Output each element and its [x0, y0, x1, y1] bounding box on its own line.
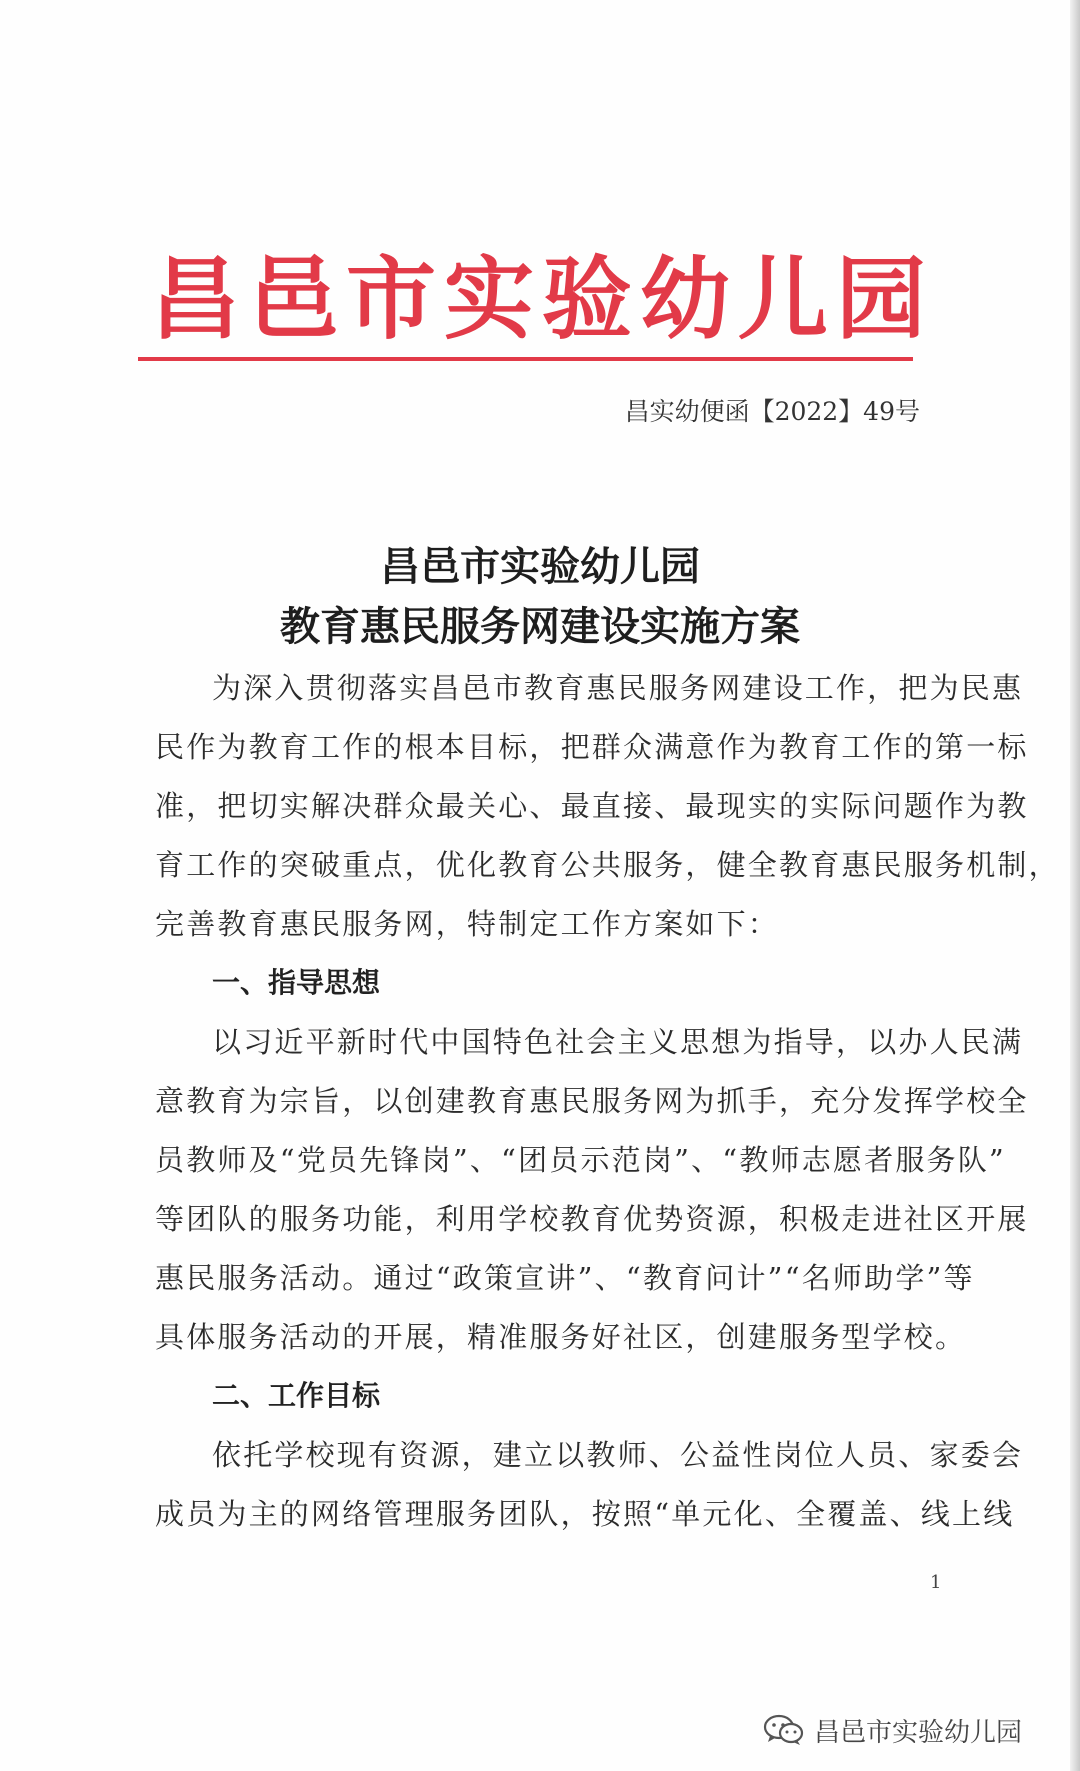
section1-line-6: 具体服务活动的开展，精准服务好社区，创建服务型学校。: [155, 1320, 967, 1354]
wechat-watermark: [762, 1710, 1022, 1750]
wechat-icon: [762, 1712, 806, 1748]
watermark-account-name: 昌邑市实验幼儿园: [814, 1717, 1023, 1748]
letterhead-red-rule: [138, 357, 913, 361]
document-number: 昌实幼便函【2022】49号: [624, 397, 920, 426]
section2-line-2: 成员为主的网络管理服务团队，按照“单元化、全覆盖、线上线: [155, 1497, 1015, 1531]
intro-line-1: 为深入贯彻落实昌邑市教育惠民服务网建设工作，把为民惠: [212, 671, 1024, 705]
intro-line-2: 民作为教育工作的根本目标，把群众满意作为教育工作的第一标: [155, 730, 1029, 764]
intro-line-3: 准，把切实解决群众最关心、最直接、最现实的实际问题作为教: [155, 789, 1029, 823]
document-title-line-1: 昌邑市实验幼儿园: [380, 543, 700, 590]
section1-line-4: 等团队的服务功能，利用学校教育优势资源，积极走进社区开展: [155, 1202, 1029, 1236]
intro-line-5: 完善教育惠民服务网，特制定工作方案如下：: [155, 907, 780, 941]
intro-line-4: 育工作的突破重点，优化教育公共服务，健全教育惠民服务机制，: [155, 848, 1060, 882]
section1-line-3: 员教师及“党员先锋岗”、“团员示范岗”、“教师志愿者服务队”: [155, 1143, 1006, 1177]
section1-line-2: 意教育为宗旨，以创建教育惠民服务网为抓手，充分发挥学校全: [155, 1084, 1029, 1118]
page-number: 1: [930, 1572, 942, 1593]
document-title-line-2: 教育惠民服务网建设实施方案: [280, 603, 800, 650]
section1-line-5: 惠民服务活动。通过“政策宣讲”、“教育问计”“名师助学”等: [155, 1261, 975, 1295]
letterhead-org-name: 昌邑市实验幼儿园: [150, 246, 934, 352]
section2-line-1: 依托学校现有资源，建立以教师、公益性岗位人员、家委会: [212, 1438, 1024, 1472]
section1-line-1: 以习近平新时代中国特色社会主义思想为指导，以办人民满: [212, 1025, 1024, 1059]
page-edge-shadow: [1070, 0, 1080, 1771]
section-heading-guiding-thought: 一、指导思想: [212, 966, 381, 999]
section-heading-work-goals: 二、工作目标: [212, 1379, 381, 1412]
